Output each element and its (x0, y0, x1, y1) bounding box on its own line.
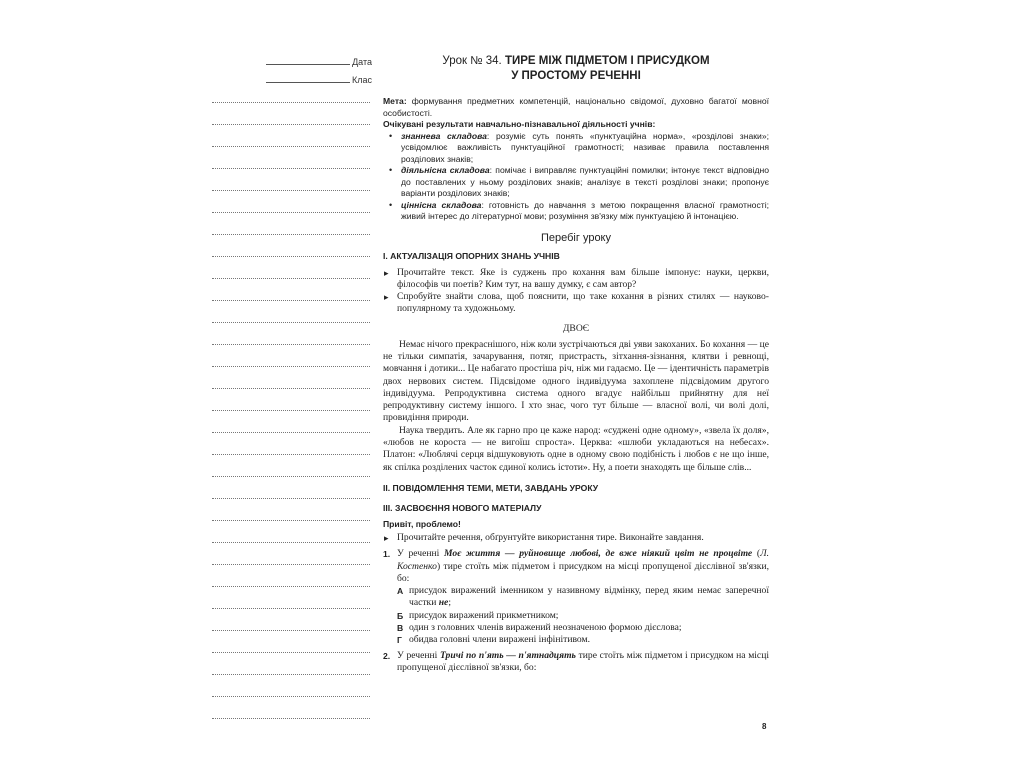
goal-paragraph (383, 96, 769, 119)
subsection-heading: Привіт, проблемо! (383, 518, 461, 529)
answer-option (383, 634, 769, 646)
answer-option (383, 585, 769, 610)
text-paragraph: Наука твердить. Але як гарно про це каже народ: «суджені одне одному», «звела їх доля», «любов не короста — не вигоїш спроста». Церква: «шлюби укладаються на небесах». Платон: «Люблячі серця відшуковують одне в одному свою подібність і любов є не що інше, як спілка розділених часток єдиної колись істоти». Ну, а поети знаходять ще більше слів... (383, 424, 769, 473)
question-author: Л. Костенко (397, 548, 769, 572)
note-line (212, 300, 370, 301)
note-line (212, 234, 370, 235)
note-line (212, 432, 370, 433)
lesson-title (383, 54, 769, 84)
note-line (212, 388, 370, 389)
title-line2: У ПРОСТОМУ РЕЧЕННІ (511, 70, 641, 82)
question-post: тире стоїть між підметом і присудком на місці пропущеної дієслівної зв'язки, бо: (397, 649, 769, 673)
title-prefix: Урок № 34. (442, 55, 505, 67)
question-1 (383, 548, 769, 585)
note-line (212, 278, 370, 279)
main-column (383, 54, 769, 674)
option-tail: ; (448, 597, 451, 609)
option-letter: В (397, 623, 404, 634)
section-3-heading: ІІІ. ЗАСВОЄННЯ НОВОГО МАТЕРІАЛУ (383, 502, 542, 513)
results-term: знаннева складова (401, 130, 487, 141)
results-item (383, 165, 769, 200)
title-line1: ТИРЕ МІЖ ПІДМЕТОМ І ПРИСУДКОМ (504, 55, 710, 67)
note-line (212, 168, 370, 169)
task-item: ▸ Прочитайте речення, обґрунтуйте використання тире. Виконайте завдання. (383, 532, 769, 544)
note-line (212, 256, 370, 257)
class-field[interactable] (266, 74, 372, 85)
question-post: ) тире стоїть між підметом і присудком на місці пропущеної дієслівної зв'язки, бо: (397, 560, 769, 584)
note-line (212, 652, 370, 653)
option-emph: не (438, 597, 449, 609)
section-1-heading: І. АКТУАЛІЗАЦІЯ ОПОРНИХ ЗНАНЬ УЧНІВ (383, 250, 560, 261)
question-paren: ( (752, 548, 761, 560)
note-line (212, 498, 370, 499)
note-line (212, 344, 370, 345)
option-text: присудок виражений іменником у називному відмінку, перед яким немає заперечної частки (409, 585, 769, 609)
note-line (212, 476, 370, 477)
note-line (212, 146, 370, 147)
question-number: 2. (383, 650, 391, 661)
text-paragraph: Немає нічого прекраснішого, ніж коли зустрічаються дві уяви закоханих. Бо кохання — це не тільки симпатія, зачарування, потяг, пристрасть, зітхання-зізнання, клятви і ревнощі, мовчання і дотики... Це набагато простіша річ, ніж ми гадаємо. Це — ідентичність параметрів двох нервових систем. Підсвідоме одного індивідуума захоплене підсвідомим другого індивідуума. Репродуктивна система одного вгадує найбільш прийнятну для неї репродуктивну систему іншого. І хто знає, чого тут більше — власної волі, чи волі долі, провидіння природи. (383, 338, 769, 424)
note-line (212, 212, 370, 213)
results-item (383, 131, 769, 166)
note-line (212, 520, 370, 521)
question-pre: У реченні (397, 649, 440, 661)
question-pre: У реченні (397, 548, 445, 560)
note-line (212, 124, 370, 125)
note-line (212, 410, 370, 411)
question-sentence: Моє життя — руйновище любові, де вже ніякий цвіт не процвіте (444, 548, 753, 560)
note-line (212, 454, 370, 455)
date-field[interactable] (266, 56, 372, 67)
note-line (212, 586, 370, 587)
results-text: : готовність до навчання з метою покращення власної грамотності; живий інтерес до літературної мови; розуміння зв'язку між пунктуацією й інтонацією. (401, 199, 769, 221)
question-sentence: Тричі по п'ять — п'ятнадцять (439, 649, 576, 661)
note-line (212, 366, 370, 367)
option-text: обидва головні члени виражені інфінітивом. (409, 634, 591, 646)
results-term: діяльнісна складова (401, 165, 490, 175)
note-line (212, 718, 370, 719)
note-line (212, 190, 370, 191)
results-text: : розуміє суть понять «пунктуаційна норма», «розділові знаки»; усвідомлює важливість пунктуаційної грамотності; називає правила поставлення розділових знаків; (401, 130, 769, 164)
option-text: присудок виражений прикметником; (409, 609, 559, 621)
class-label: Клас (352, 75, 372, 85)
task-item: ▸ Спробуйте знайти слова, щоб пояснити, що таке кохання в різних стилях — науково-популярному та художньому. (383, 291, 769, 316)
note-line (212, 102, 370, 103)
question-number: 1. (383, 549, 391, 560)
note-line (212, 608, 370, 609)
date-label: Дата (352, 57, 372, 67)
section-title: Перебіг уроку (541, 231, 611, 244)
page-number: 8 (762, 722, 767, 731)
results-heading: Очікувані результати навчально-пізнавальної діяльності учнів: (383, 119, 656, 129)
note-line (212, 674, 370, 675)
option-text: один з головних членів виражений неозначеною формою дієслова; (409, 622, 682, 634)
note-line (212, 564, 370, 565)
option-letter: Б (397, 610, 404, 621)
results-term: ціннісна складова (401, 199, 482, 210)
question-2 (383, 650, 769, 675)
text-title: ДВОЄ (562, 322, 590, 334)
note-line (212, 696, 370, 697)
note-line (212, 322, 370, 323)
section-2-heading: ІІ. ПОВІДОМЛЕННЯ ТЕМИ, МЕТИ, ЗАВДАНЬ УРОКУ (383, 482, 599, 493)
results-item (383, 200, 769, 223)
option-letter: Г (397, 635, 402, 646)
option-letter: А (397, 586, 404, 597)
goal-text: формування предметних компетенцій, національно свідомої, духовно багатої мовної особистості. (383, 96, 769, 118)
note-line (212, 630, 370, 631)
notes-margin (212, 0, 372, 768)
note-line (212, 542, 370, 543)
results-text: : помічає і виправляє пунктуаційні помилки; інтонує текст відповідно до поставлених у ньому розділових знаків; аналізує в тексті розділові знаки; пропонує варіанти розділових знаків; (401, 165, 769, 198)
answer-option (383, 610, 769, 622)
goal-label: Мета: (383, 96, 407, 106)
answer-option (383, 622, 769, 634)
task-item: ▸ Прочитайте текст. Яке із суджень про кохання вам більше імпонує: науки, церкви, філософів чи поетів? Ким тут, на вашу думку, є сам автор? (383, 267, 769, 292)
